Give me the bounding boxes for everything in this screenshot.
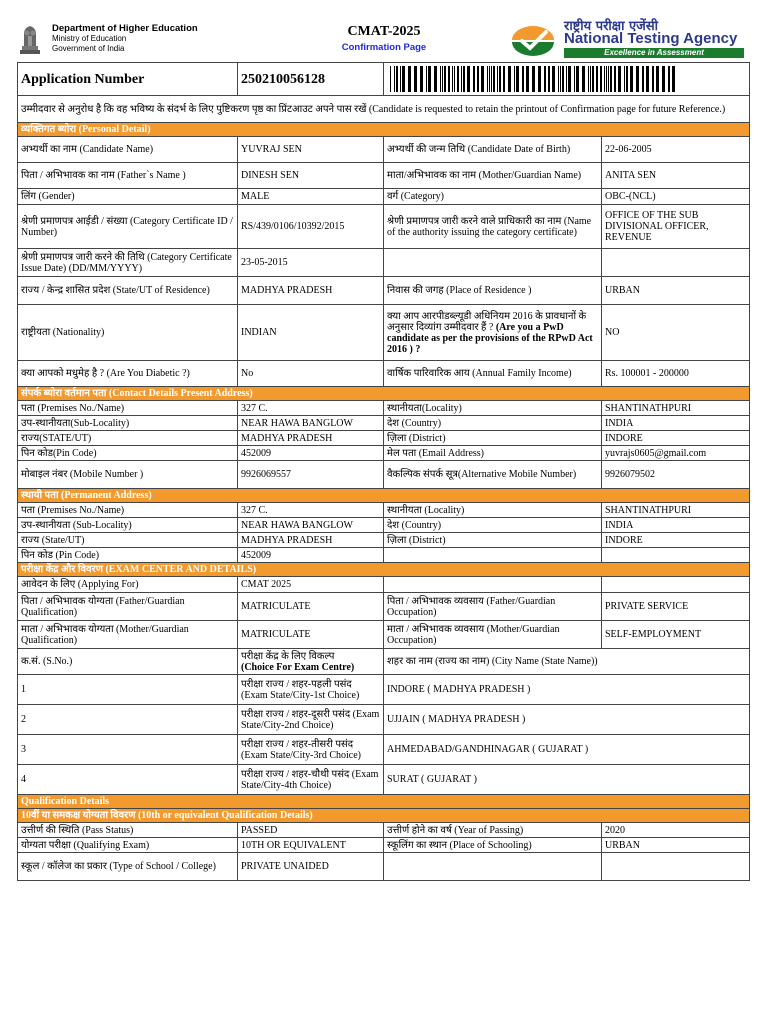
perm-locality-label: स्थानीयता (Locality)	[384, 503, 602, 518]
school-type-value: PRIVATE UNAIDED	[238, 853, 384, 881]
page-title-block	[300, 24, 468, 53]
category-label: वर्ग (Category)	[384, 189, 602, 205]
choice-city: SURAT ( GUJARAT )	[384, 765, 750, 795]
department-block	[52, 24, 198, 54]
application-number-label: Application Number	[18, 63, 238, 96]
place-residence-value: URBAN	[602, 277, 750, 305]
pwd-label-english: (Are you a PwD candidate as per the provisions of the RPwD Act 2016 ) ?	[387, 321, 593, 355]
district-value: INDORE	[602, 431, 750, 446]
gender-label: लिंग (Gender)	[18, 189, 238, 205]
perm-state-label: राज्य (State/UT)	[18, 533, 238, 548]
mother-occ-label: माता / अभिभावक व्यवसाय (Mother/Guardian Occupation)	[384, 621, 602, 649]
notice-text: उम्मीदवार से अनुरोध है कि वह भविष्य के संदर्भ के लिए पुष्टिकरण पृष्ठ का प्रिंटआउट अपने पास रखें (Candidate is requested to retain the printout of Confirmation page for future Reference.)	[18, 96, 750, 123]
table-row	[18, 765, 750, 795]
father-occ-value: PRIVATE SERVICE	[602, 593, 750, 621]
income-label: वार्षिक पारिवारिक आय (Annual Family Income)	[384, 361, 602, 387]
perm-pin-value: 452009	[238, 548, 384, 563]
nationality-value: INDIAN	[238, 305, 384, 361]
empty-cell	[602, 548, 750, 563]
choice-city: AHMEDABAD/GANDHINAGAR ( GUJARAT )	[384, 735, 750, 765]
pin-label: पिन कोड(Pin Code)	[18, 446, 238, 461]
table-row	[18, 705, 750, 735]
mobile-value: 9926069557	[238, 461, 384, 489]
cert-date-value: 23-05-2015	[238, 249, 384, 277]
mother-qual-label: माता / अभिभावक योग्यता (Mother/Guardian Qualification)	[18, 621, 238, 649]
nta-logo	[508, 16, 744, 58]
perm-sublocality-value: NEAR HAWA BANGLOW	[238, 518, 384, 533]
year-passing-value: 2020	[602, 823, 750, 838]
page-title: CMAT-2025	[347, 24, 421, 39]
section-10th-details: 10वीं या समकक्ष योग्यता विवरण (10th or equivalent Qualification Details)	[18, 809, 750, 823]
nationality-label: राष्ट्रीयता (Nationality)	[18, 305, 238, 361]
pass-status-value: PASSED	[238, 823, 384, 838]
locality-label: स्थानीयता(Locality)	[384, 401, 602, 416]
pin-value: 452009	[238, 446, 384, 461]
barcode-cell	[384, 63, 750, 96]
choice-label: परीक्षा राज्य / शहर-दूसरी पसंद (Exam State/City-2nd Choice)	[238, 705, 384, 735]
qualifying-exam-value: 10TH OR EQUIVALENT	[238, 838, 384, 853]
table-row	[18, 675, 750, 705]
national-emblem-icon	[18, 22, 42, 56]
diabetic-value: No	[238, 361, 384, 387]
place-schooling-value: URBAN	[602, 838, 750, 853]
pwd-label	[384, 305, 602, 361]
category-value: OBC-(NCL)	[602, 189, 750, 205]
perm-state-value: MADHYA PRADESH	[238, 533, 384, 548]
empty-cell	[384, 548, 602, 563]
city-header: शहर का नाम (राज्य का नाम) (City Name (State Name))	[384, 649, 750, 675]
section-contact-details: संपर्क ब्योरा वर्तमान पता (Contact Details Present Address)	[18, 387, 750, 401]
section-permanent-address: स्थायी पता (Permanent Address)	[18, 489, 750, 503]
school-type-label: स्कूल / कॉलेज का प्रकार (Type of School / College)	[18, 853, 238, 881]
father-occ-label: पिता / अभिभावक व्यवसाय (Father/Guardian Occupation)	[384, 593, 602, 621]
barcode-icon	[388, 65, 680, 93]
father-qual-label: पिता / अभिभावक योग्यता (Father/Guardian Qualification)	[18, 593, 238, 621]
dob-label: अभ्यर्थी की जन्म तिथि (Candidate Date of Birth)	[384, 137, 602, 163]
cert-date-label: श्रेणी प्रमाणपत्र जारी करने की तिथि (Category Certificate Issue Date) (DD/MM/YYYY)	[18, 249, 238, 277]
table-row	[18, 735, 750, 765]
email-value: yuvrajs0605@gmail.com	[602, 446, 750, 461]
perm-country-label: देश (Country)	[384, 518, 602, 533]
department-name: Department of Higher Education	[52, 23, 198, 34]
sno-header: क.सं. (S.No.)	[18, 649, 238, 675]
perm-pin-label: पिन कोड (Pin Code)	[18, 548, 238, 563]
applying-for-value: CMAT 2025	[238, 577, 384, 593]
perm-locality-value: SHANTINATHPURI	[602, 503, 750, 518]
year-passing-label: उत्तीर्ण होने का वर्ष (Year of Passing)	[384, 823, 602, 838]
state-residence-value: MADHYA PRADESH	[238, 277, 384, 305]
confirmation-table	[17, 62, 750, 881]
perm-district-label: ज़िला (District)	[384, 533, 602, 548]
sublocality-value: NEAR HAWA BANGLOW	[238, 416, 384, 431]
email-label: मेल पता (Email Address)	[384, 446, 602, 461]
page-header	[0, 0, 768, 64]
choice-city: INDORE ( MADHYA PRADESH )	[384, 675, 750, 705]
gender-value: MALE	[238, 189, 384, 205]
premises-value: 327 C.	[238, 401, 384, 416]
diabetic-label: क्या आपको मधुमेह है ? (Are You Diabetic ?)	[18, 361, 238, 387]
cert-id-value: RS/439/0106/10392/2015	[238, 205, 384, 249]
nta-hindi-name: राष्ट्रीय परीक्षा एजेंसी	[564, 19, 658, 34]
empty-cell	[602, 249, 750, 277]
nta-tagline: Excellence in Assessment	[564, 48, 744, 58]
government-name: Government of India	[52, 44, 125, 53]
alt-mobile-value: 9926079502	[602, 461, 750, 489]
mobile-label: मोबाइल नंबर (Mobile Number )	[18, 461, 238, 489]
pwd-value: NO	[602, 305, 750, 361]
father-name-value: DINESH SEN	[238, 163, 384, 189]
mother-qual-value: MATRICULATE	[238, 621, 384, 649]
cert-id-label: श्रेणी प्रमाणपत्र आईडी / संख्या (Category Certificate ID / Number)	[18, 205, 238, 249]
state-label: राज्य(STATE/UT)	[18, 431, 238, 446]
choice-sno: 4	[18, 765, 238, 795]
choice-header-hindi: परीक्षा केंद्र के लिए विकल्प	[241, 650, 335, 662]
perm-country-value: INDIA	[602, 518, 750, 533]
locality-value: SHANTINATHPURI	[602, 401, 750, 416]
choice-label: परीक्षा राज्य / शहर-चौथी पसंद (Exam State/City-4th Choice)	[238, 765, 384, 795]
empty-cell	[602, 853, 750, 881]
place-schooling-label: स्कूलिंग का स्थान (Place of Schooling)	[384, 838, 602, 853]
dob-value: 22-06-2005	[602, 137, 750, 163]
application-number-row	[18, 63, 750, 96]
section-qualification-details: Qualification Details	[18, 795, 750, 809]
alt-mobile-label: वैकल्पिक संपर्क सूत्र(Alternative Mobile Number)	[384, 461, 602, 489]
choice-label: परीक्षा राज्य / शहर-पहली पसंद (Exam State/City-1st Choice)	[238, 675, 384, 705]
perm-district-value: INDORE	[602, 533, 750, 548]
mother-name-label: माता/अभिभावक का नाम (Mother/Guardian Name)	[384, 163, 602, 189]
empty-cell	[384, 577, 602, 593]
state-residence-label: राज्य / केन्द्र शासित प्रदेश (State/UT of Residence)	[18, 277, 238, 305]
empty-cell	[602, 577, 750, 593]
cert-authority-label: श्रेणी प्रमाणपत्र जारी करने वाले प्राधिकारी का नाम (Name of the authority issuing the category certificate)	[384, 205, 602, 249]
candidate-name-label: अभ्यर्थी का नाम (Candidate Name)	[18, 137, 238, 163]
choice-header	[238, 649, 384, 675]
sublocality-label: उप-स्थानीयता(Sub-Locality)	[18, 416, 238, 431]
section-exam-center: परीक्षा केंद्र और विवरण (EXAM CENTER AND DETAILS)	[18, 563, 750, 577]
country-value: INDIA	[602, 416, 750, 431]
candidate-name-value: YUVRAJ SEN	[238, 137, 384, 163]
section-personal-detail: व्यक्तिगत ब्योरा (Personal Detail)	[18, 123, 750, 137]
cert-authority-value: OFFICE OF THE SUB DIVISIONAL OFFICER, REVENUE	[602, 205, 750, 249]
pass-status-label: उत्तीर्ण की स्थिति (Pass Status)	[18, 823, 238, 838]
choice-sno: 1	[18, 675, 238, 705]
place-residence-label: निवास की जगह (Place of Residence )	[384, 277, 602, 305]
pwd-label-hindi: क्या आप आरपीडब्ल्यूडी अधिनियम 2016 के प्रावधानों के अनुसार दिव्यांग उम्मीदवार हैं ?	[387, 310, 587, 333]
qualifying-exam-label: योग्यता परीक्षा (Qualifying Exam)	[18, 838, 238, 853]
perm-premises-value: 327 C.	[238, 503, 384, 518]
nta-english-name: National Testing Agency	[564, 30, 738, 47]
mother-occ-value: SELF-EMPLOYMENT	[602, 621, 750, 649]
ministry-name: Ministry of Education	[52, 34, 127, 43]
father-name-label: पिता / अभिभावक का नाम (Father`s Name )	[18, 163, 238, 189]
premises-label: पता (Premises No./Name)	[18, 401, 238, 416]
empty-cell	[384, 249, 602, 277]
father-qual-value: MATRICULATE	[238, 593, 384, 621]
perm-premises-label: पता (Premises No./Name)	[18, 503, 238, 518]
choice-label: परीक्षा राज्य / शहर-तीसरी पसंद (Exam State/City-3rd Choice)	[238, 735, 384, 765]
choice-header-english: (Choice For Exam Centre)	[241, 661, 355, 673]
empty-cell	[384, 853, 602, 881]
mother-name-value: ANITA SEN	[602, 163, 750, 189]
choice-sno: 3	[18, 735, 238, 765]
income-value: Rs. 100001 - 200000	[602, 361, 750, 387]
applying-for-label: आवेदन के लिए (Applying For)	[18, 577, 238, 593]
state-value: MADHYA PRADESH	[238, 431, 384, 446]
nta-logo-icon	[508, 18, 558, 56]
district-label: ज़िला (District)	[384, 431, 602, 446]
country-label: देश (Country)	[384, 416, 602, 431]
perm-sublocality-label: उप-स्थानीयता (Sub-Locality)	[18, 518, 238, 533]
application-number-value: 250210056128	[238, 63, 384, 96]
choice-city: UJJAIN ( MADHYA PRADESH )	[384, 705, 750, 735]
page-subtitle: Confirmation Page	[341, 42, 427, 53]
choice-sno: 2	[18, 705, 238, 735]
